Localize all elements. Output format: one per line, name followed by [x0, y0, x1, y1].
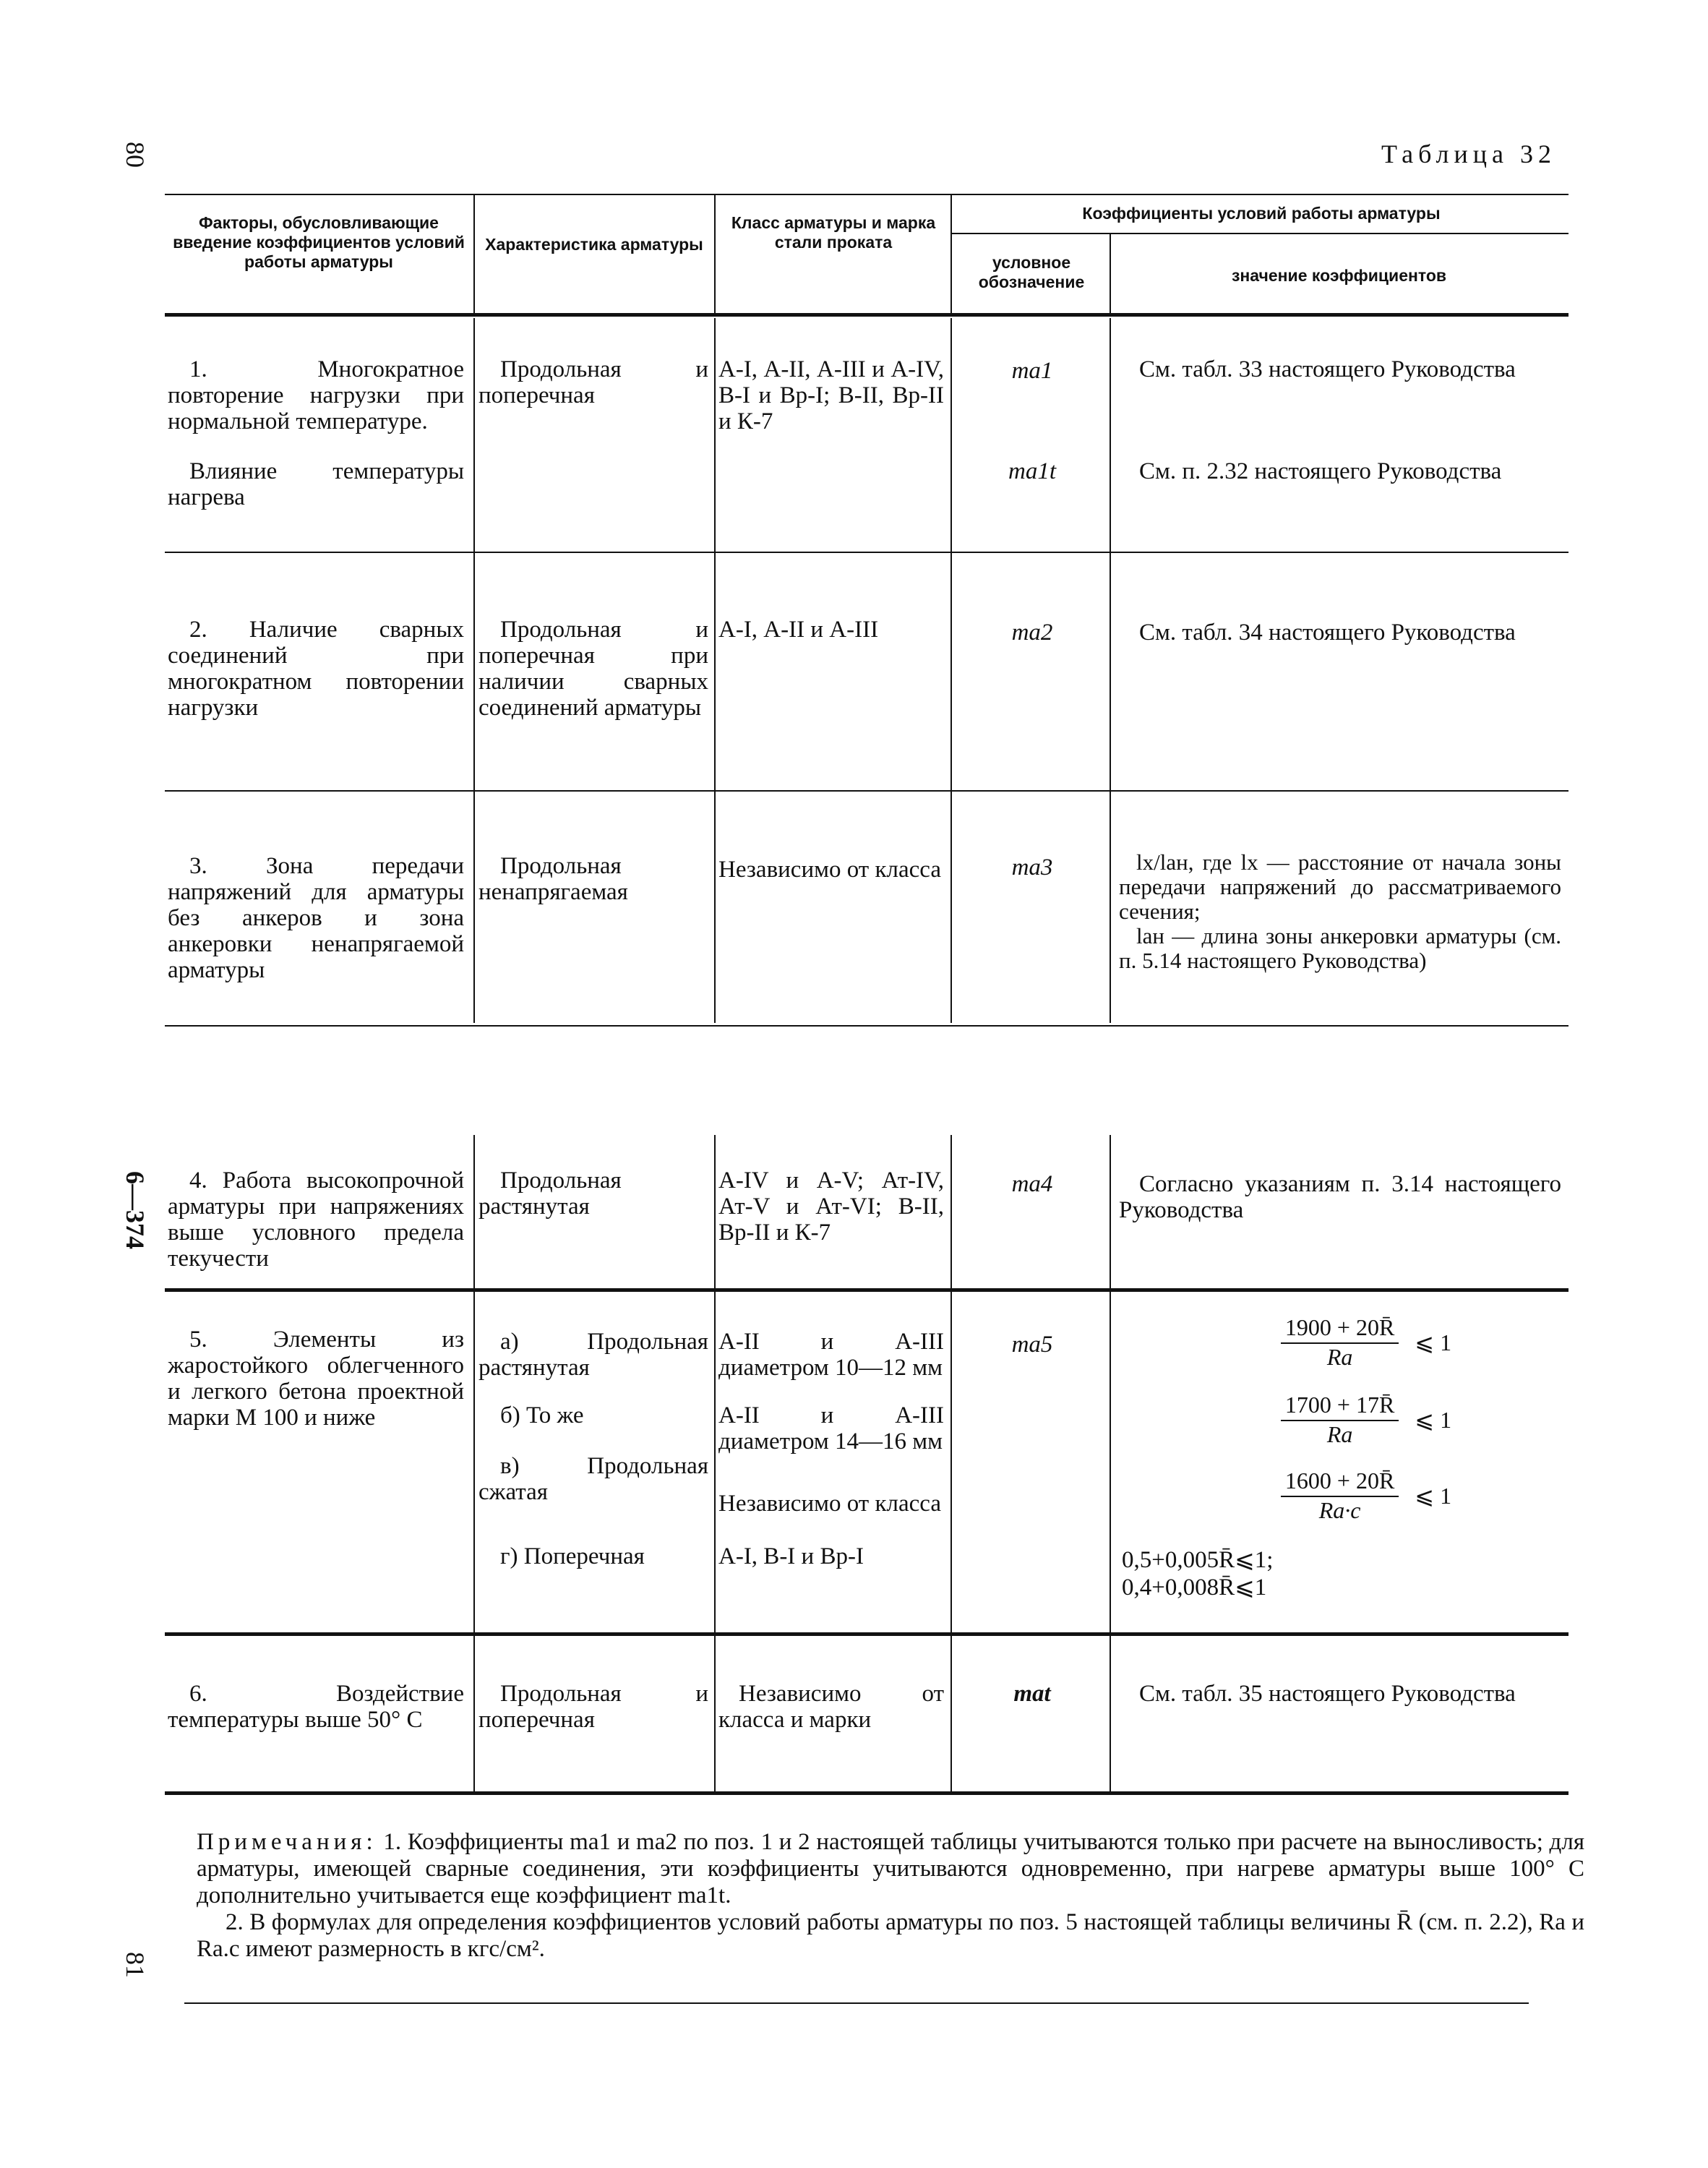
- row2-symbol: mа2: [1011, 620, 1053, 646]
- row2-value: См. табл. 34 настоящего Руководства: [1139, 620, 1516, 646]
- col-divider: [714, 1135, 716, 1793]
- col-divider: [714, 318, 716, 1023]
- row5d-characteristic: г) Поперечная: [500, 1543, 645, 1569]
- col-divider: [1110, 233, 1111, 313]
- header-coefficients: Коэффициенты условий работы арматуры: [1082, 204, 1441, 223]
- table-title: Таблица 32: [1381, 140, 1556, 168]
- header-class: Класс арматуры и марка стали проката: [731, 213, 936, 252]
- formula-denominator: Rа: [1326, 1344, 1353, 1370]
- table-top-rule: [165, 194, 1568, 195]
- header-factors: Факторы, обусловливающие введение коэффициентов условий работы арматуры: [173, 213, 465, 271]
- row5a-class: А-II и А-III диаметром 10—12 мм: [718, 1329, 944, 1381]
- row-rule: [165, 1025, 1568, 1027]
- row1-factor: 1. Многократное повторение нагрузки при нормальной температуре.: [168, 356, 464, 434]
- row3-class: Независимо от класса: [718, 857, 941, 883]
- col-divider: [1110, 318, 1111, 1023]
- page-bottom-rule: [184, 2002, 1529, 2004]
- table-notes: [197, 1829, 1584, 1963]
- row-rule: [165, 1288, 1568, 1292]
- header-bottom-rule: [165, 313, 1568, 317]
- formula-denominator: Rа·с: [1318, 1497, 1361, 1523]
- col-divider: [473, 194, 475, 313]
- header-designation: условное обозначение: [978, 253, 1085, 291]
- row1-factor-heating: Влияние температуры нагрева: [168, 458, 464, 510]
- row1-class: А-I, А-II, А-III и А-IV, В-I и Вр-I; В-II, Вр-II и К-7: [718, 356, 944, 434]
- coef-header-rule: [950, 233, 1568, 234]
- row6-characteristic: Продольная и поперечная: [479, 1681, 708, 1733]
- col-divider: [473, 318, 475, 1023]
- formula-numerator: 1900 + 20R̄: [1281, 1314, 1399, 1344]
- notes-label: Примечания:: [197, 1829, 377, 1855]
- row5c-class: Независимо от класса: [718, 1491, 941, 1517]
- row5b-characteristic: б) То же: [500, 1402, 584, 1428]
- col-divider: [950, 194, 952, 313]
- row-rule: [165, 1632, 1568, 1636]
- row-rule: [165, 790, 1568, 792]
- row5a-formula: [1229, 1314, 1503, 1371]
- col-divider: [473, 1135, 475, 1793]
- page-number-bottom: 81: [121, 1952, 150, 1978]
- row4-class: А-IV и А-V; Ат-IV, Ат-V и Ат-VI; В-II, Вр-II и К-7: [718, 1167, 944, 1246]
- col-divider: [950, 1135, 952, 1793]
- row1-value-heating: См. п. 2.32 настоящего Руководства: [1139, 458, 1502, 484]
- row5b-class: А-II и А-III диаметром 14—16 мм: [718, 1402, 944, 1454]
- row3-symbol: mа3: [1011, 854, 1053, 881]
- row1-symbol-heating: mа1t: [1008, 458, 1056, 484]
- row5b-formula: [1229, 1392, 1503, 1448]
- col-divider: [714, 194, 716, 313]
- row-rule: [165, 552, 1568, 553]
- row4-factor: 4. Работа высокопрочной арматуры при напряжениях выше условного предела текучести: [168, 1167, 464, 1272]
- formula-relation: ⩽ 1: [1415, 1483, 1452, 1509]
- table-bottom-rule: [165, 1791, 1568, 1795]
- row2-characteristic: Продольная и поперечная при наличии сварных соединений арматуры: [479, 617, 708, 721]
- note-1-text: 1. Коэффициенты mа1 и mа2 по поз. 1 и 2 настоящей таблицы учитываются только при расчете на выносливость; для арматуры, имеющей сварные соединения, эти коэффициенты учитываются одновременно, при нагреве арматуры выше 100° С дополнительно учитывается еще коэффициент mа1t.: [197, 1829, 1584, 1908]
- row5d-formula-line1: 0,5+0,005R̄⩽1;: [1122, 1547, 1274, 1573]
- page-number-top: 80: [121, 142, 150, 168]
- note-1: [197, 1829, 1584, 1909]
- row5a-characteristic: а) Продольная растянутая: [479, 1329, 708, 1381]
- row5-factor: 5. Элементы из жаростойкого облегченного и легкого бетона проектной марки М 100 и ниже: [168, 1327, 464, 1431]
- row6-symbol: mаt: [1013, 1681, 1051, 1707]
- row1-value: См. табл. 33 настоящего Руководства: [1139, 356, 1516, 382]
- row6-factor: 6. Воздействие температуры выше 50° С: [168, 1681, 464, 1733]
- formula-numerator: 1700 + 17R̄: [1281, 1392, 1399, 1421]
- formula-relation: ⩽ 1: [1415, 1407, 1452, 1433]
- row6-value: См. табл. 35 настоящего Руководства: [1139, 1681, 1516, 1707]
- row5d-class: А-I, В-I и Вр-I: [718, 1543, 864, 1569]
- row3-factor: 3. Зона передачи напряжений для арматуры без анкеров и зона анкеровки ненапрягаемой арматуры: [168, 853, 464, 983]
- row5-symbol: mа5: [1011, 1332, 1053, 1358]
- formula-relation: ⩽ 1: [1415, 1329, 1452, 1355]
- row5d-formula-line2: 0,4+0,008R̄⩽1: [1122, 1574, 1267, 1601]
- row2-class: А-I, А-II и А-III: [718, 617, 879, 643]
- row5c-characteristic: в) Продольная сжатая: [479, 1453, 708, 1505]
- row6-class: Независимо от класса и марки: [718, 1681, 944, 1733]
- col-divider: [950, 318, 952, 1023]
- row4-characteristic: Продольная растянутая: [479, 1167, 622, 1220]
- row1-characteristic: Продольная и поперечная: [479, 356, 708, 408]
- row3-value: lx/lан, где lx — расстояние от начала зоны передачи напряжений до рассматриваемого сечения;: [1119, 849, 1561, 924]
- note-2: 2. В формулах для определения коэффициентов условий работы арматуры по поз. 5 настоящей таблицы величины R̄ (см. п. 2.2), Rа и Rа.с имеют размерность в кгс/см².: [197, 1909, 1584, 1962]
- formula-numerator: 1600 + 20R̄: [1281, 1468, 1399, 1497]
- row4-symbol: mа4: [1011, 1171, 1053, 1197]
- header-value: значение коэффициентов: [1231, 266, 1447, 285]
- row2-factor: 2. Наличие сварных соединений при многократном повторении нагрузки: [168, 617, 464, 721]
- row1-symbol: mа1: [1011, 358, 1053, 384]
- formula-denominator: Rа: [1326, 1421, 1353, 1447]
- printer-signature: 6—374: [121, 1171, 150, 1249]
- header-characteristic: Характеристика арматуры: [485, 235, 703, 254]
- row5c-formula: [1229, 1468, 1503, 1524]
- row4-value: Согласно указаниям п. 3.14 настоящего Руководства: [1119, 1171, 1561, 1223]
- row3-characteristic: Продольная ненапрягаемая: [479, 853, 628, 905]
- row3-value-anchorage: lан — длина зоны анкеровки арматуры (см. п. 5.14 настоящего Руководства): [1119, 923, 1561, 973]
